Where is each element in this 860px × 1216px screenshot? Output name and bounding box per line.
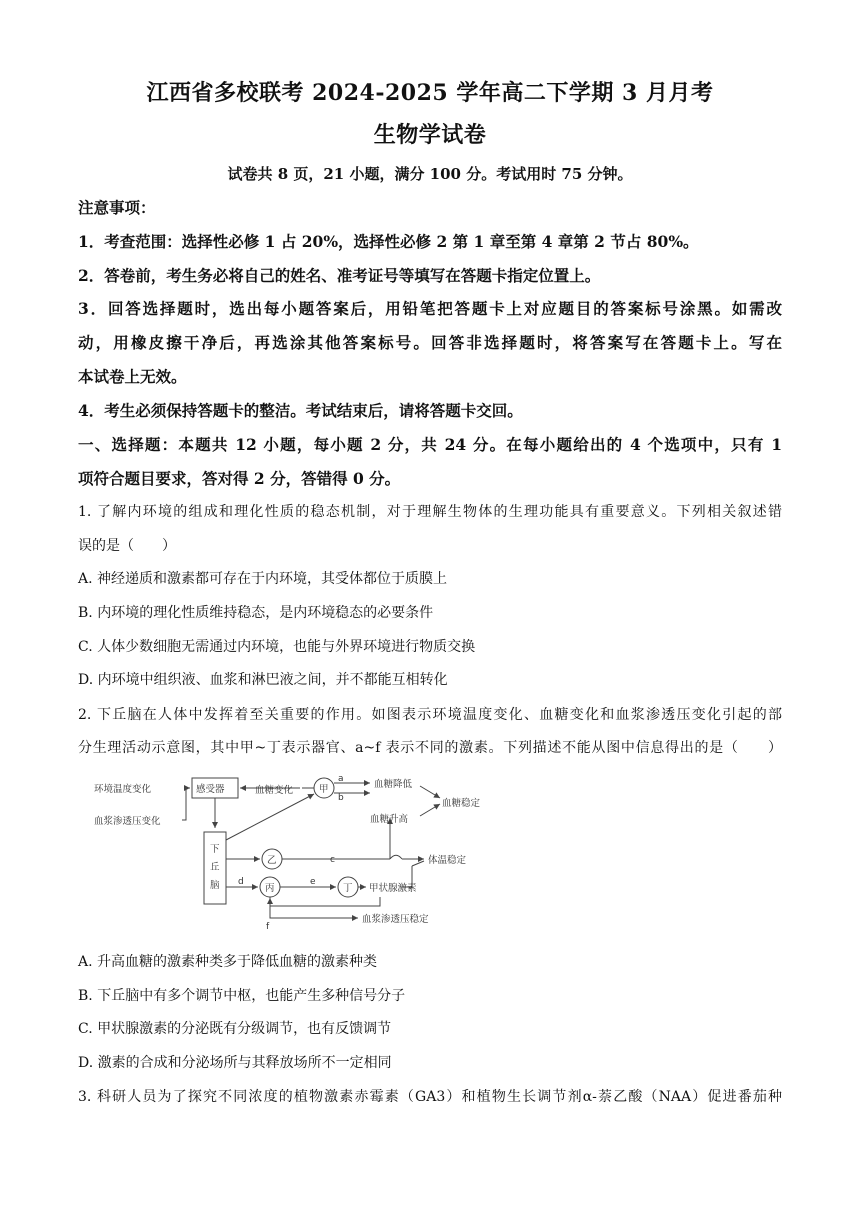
q1-option-c: C. 人体少数细胞无需通过内环境，也能与外界环境进行物质交换 [78, 639, 476, 655]
diagram-glucose-change: 血糖变化 [255, 785, 294, 796]
diagram-label-f: f [266, 922, 270, 932]
diagram-ding: 丁 [343, 883, 353, 894]
diagram-label-e: e [310, 877, 316, 887]
q1-stem-line-2: 误的是（ ） [78, 538, 176, 554]
diagram-hypothalamus-2: 丘 [210, 862, 220, 873]
note-3-line-2: 动，用橡皮擦干净后，再选涂其他答案标号。回答非选择题时，将答案写在答题卡上。写在 [78, 333, 782, 352]
q3-stem-line-1: 3. 科研人员为了探究不同浓度的植物激素赤霉素（GA3）和植物生长调节剂α-萘乙酸（NAA）促进番茄种 [78, 1089, 782, 1105]
note-3-line-3: 本试卷上无效。 [78, 367, 187, 386]
note-3-line-1: 3．回答选择题时，选出每小题答案后，用铅笔把答题卡上对应题目的答案标号涂黑。如需改 [78, 299, 782, 318]
diagram-bing: 丙 [265, 883, 275, 894]
note-1: 1．考查范围：选择性必修 1 占 20%，选择性必修 2 第 1 章至第 4 章第 2 节占 80%。 [78, 232, 699, 251]
diagram-plasma-osm: 血浆渗透压变化 [94, 816, 161, 827]
q2-option-a: A. 升高血糖的激素种类多于降低血糖的激素种类 [78, 954, 378, 970]
note-4: 4．考生必须保持答题卡的整洁。考试结束后，请将答题卡交回。 [78, 401, 523, 420]
diagram-label-a: a [338, 774, 344, 784]
q1-option-a: A. 神经递质和激素都可存在于内环境，其受体都位于质膜上 [78, 571, 448, 587]
notes-heading: 注意事项： [78, 198, 156, 217]
diagram-label-d: d [238, 877, 244, 887]
diagram-receptor: 感受器 [196, 784, 225, 795]
diagram-thyroid-hormone: 甲状腺激素 [369, 883, 417, 894]
diagram-glucose-stable: 血糖稳定 [442, 798, 481, 809]
diagram-yi: 乙 [267, 855, 277, 866]
exam-subtitle: 生物学试卷 [373, 122, 487, 148]
q1-option-b: B. 内环境的理化性质维持稳态，是内环境稳态的必要条件 [78, 605, 434, 621]
exam-meta: 试卷共 8 页，21 小题，满分 100 分。考试用时 75 分钟。 [227, 165, 633, 183]
hypothalamus-regulation-diagram [90, 770, 510, 938]
note-2: 2．答卷前，考生务必将自己的姓名、准考证号等填写在答题卡指定位置上。 [78, 266, 601, 285]
section-1-line-2: 项符合题目要求，答对得 2 分，答错得 0 分。 [78, 469, 401, 488]
diagram-label-c: c [330, 855, 335, 865]
diagram-glucose-down: 血糖降低 [374, 779, 413, 790]
diagram-hypothalamus-1: 下 [210, 844, 220, 855]
q2-option-c: C. 甲状腺激素的分泌既有分级调节，也有反馈调节 [78, 1021, 392, 1037]
q1-option-d: D. 内环境中组织液、血浆和淋巴液之间，并不都能互相转化 [78, 672, 448, 688]
q2-option-b: B. 下丘脑中有多个调节中枢，也能产生多种信号分子 [78, 988, 406, 1004]
q2-option-d: D. 激素的合成和分泌场所与其释放场所不一定相同 [78, 1055, 392, 1071]
diagram-hypothalamus-3: 脑 [210, 880, 220, 891]
q2-stem-line-1: 2. 下丘脑在人体中发挥着至关重要的作用。如图表示环境温度变化、血糖变化和血浆渗透压变化引起的部 [78, 707, 782, 723]
exam-title: 江西省多校联考 2024-2025 学年高二下学期 3 月月考 [146, 80, 714, 106]
diagram-env-temp: 环境温度变化 [94, 784, 152, 795]
diagram-glucose-up: 血糖升高 [370, 814, 409, 825]
section-1-line-1: 一、选择题：本题共 12 小题，每小题 2 分，共 24 分。在每小题给出的 4 个选项中，只有 1 [78, 435, 782, 454]
diagram-jia: 甲 [319, 784, 329, 795]
q1-stem-line-1: 1. 了解内环境的组成和理化性质的稳态机制，对于理解生物体的生理功能具有重要意义。下列相关叙述错 [78, 504, 782, 520]
diagram-label-b: b [338, 793, 344, 803]
q2-stem-line-2: 分生理活动示意图，其中甲~丁表示器官、a~f 表示不同的激素。下列描述不能从图中信息得出的是（ ） [78, 740, 782, 756]
diagram-osm-stable: 血浆渗透压稳定 [362, 914, 429, 925]
diagram-temp-stable: 体温稳定 [428, 855, 467, 866]
